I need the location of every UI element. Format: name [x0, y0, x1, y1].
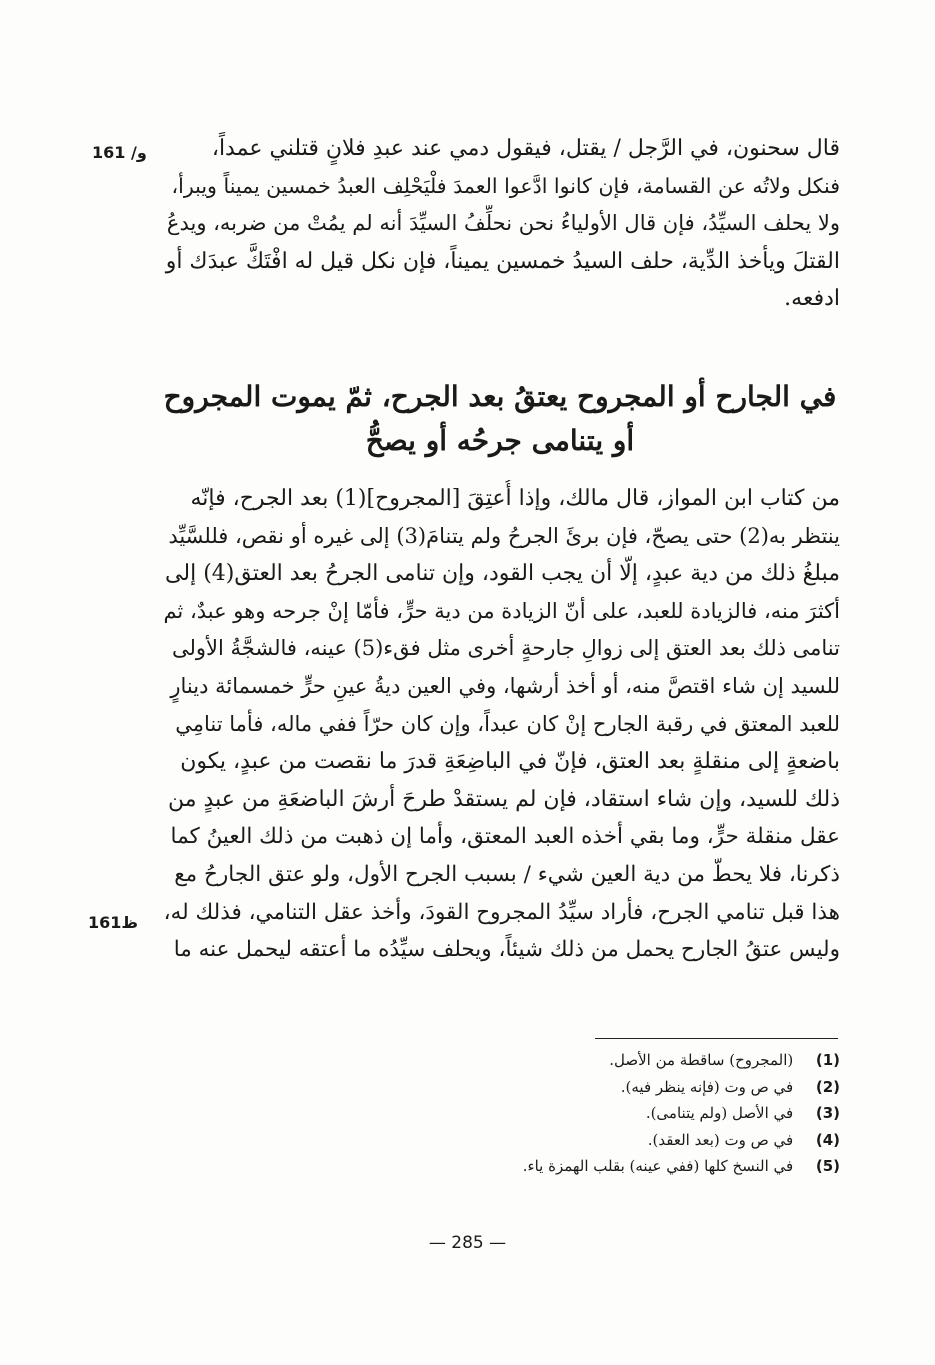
text-line: تنامى ذلك بعد العتق إلى زوالِ جارحةٍ أخرى مثل فقء(5) عينه، فالشجَّةُ الأولى — [172, 636, 840, 661]
footnote-number: (5) — [815, 1157, 840, 1175]
footnote — [400, 1074, 840, 1101]
text-line: ينتظر به(2) حتى يصحّ، فإن برئَ الجرحُ ولم يتنامَ(3) إلى غيره أو نقص، فللسَّيِّد — [168, 523, 840, 548]
text-line: ولا يحلف السيِّدُ، فإن قال الأولياءُ نحن نحلِّفُ السيِّدَ أنه لم يمُتْ من ضربه، ويدعُ — [166, 211, 840, 236]
footnote — [400, 1153, 840, 1180]
footnote-divider — [595, 1038, 838, 1039]
footnotes — [400, 1047, 840, 1180]
text-line: عقل منقلة حرٍّ، وما بقي أخذه العبد المعتق، وأما إن ذهبت من ذلك العينُ كما — [170, 824, 840, 850]
text-line: ادفعه. — [784, 286, 840, 312]
margin-folio-note: 161ظ — [88, 913, 139, 932]
footnote-text: في ص وت (فإنه ينظر فيه). — [620, 1077, 794, 1096]
text-line: مبلغُ ذلك من دية عبدٍ، إلّا أن يجب القود، وإن تنامى الجرحُ بعد العتق(4) إلى — [165, 561, 840, 587]
heading-line: أو يتنامى جرحُه أو يصحُّ — [365, 424, 635, 457]
footnote — [400, 1127, 840, 1154]
footnote — [400, 1100, 840, 1127]
heading-line: في الجارح أو المجروح يعتقُ بعد الجرح، ثمّ يموت المجروح — [163, 380, 837, 413]
text-line: من كتاب ابن المواز، قال مالك، وإذا أُعتِقَ [المجروح](1) بعد الجرح، فإنّه — [190, 486, 840, 511]
footnote — [400, 1047, 840, 1074]
footnote-number: (3) — [815, 1104, 840, 1122]
paragraph-sahnun — [160, 130, 840, 318]
footnote-number: (1) — [815, 1051, 840, 1069]
text-line: القتلَ ويأخذ الدِّية، حلف السيدُ خمسين يميناً، فإن نكل قيل له افْتَكَّ عبدَك أو — [165, 248, 840, 274]
footnote-text: (المجروح) ساقطة من الأصل. — [609, 1051, 794, 1069]
text-line: باضعةٍ إلى منقلةٍ بعد العتق، فإنّ في الباضِعَةِ قدرَ ما نقصت من عبدٍ، يكون — [180, 749, 840, 775]
text-line: ذكرنا، فلا يحطّ من دية العين شيء / بسبب الجرح الأول، ولو عتق الجارحُ مع — [174, 861, 840, 887]
text-line: أكثرَ منه، فالزيادة للعبد، على أنّ الزيادة من دية حرٍّ، فأمّا إنْ جرحه وهو عبدٌ، ثم — [163, 598, 840, 623]
text-line: هذا قبل تنامي الجرح، فأراد سيِّدُ المجروح القودَ، وأخذ عقل التنامي، فذلك له، — [163, 899, 840, 925]
footnote-number: (4) — [815, 1130, 840, 1149]
page-number: — 285 — — [428, 1233, 507, 1253]
footnote-text: في الأصل (ولم يتنامى). — [645, 1104, 794, 1122]
text-line: للسيد إن شاء اقتصَّ منه، أو أخذ أرشها، وفي العين ديةُ عينِ حرٍّ خمسمائة دينارٍ — [170, 673, 840, 698]
text-line: قال سحنون، في الرَّجل / يقتل، فيقول دمي عند عبدِ فلانٍ قتلني عمداً، — [211, 136, 840, 161]
text-line: للعبد المعتق في رقبة الجارح إنْ كان عبداً، وإن كان حرّاً ففي ماله، فأما تنامِي — [175, 711, 840, 736]
footnote-number: (2) — [815, 1077, 840, 1096]
text-line: ذلك للسيد، وإن شاء استقاد، فإن لم يستقدْ طرحَ أرشَ الباضعَةِ من عبدٍ من — [168, 786, 840, 812]
paragraph-ibn-al-mawwaz — [160, 480, 840, 969]
section-heading — [160, 375, 840, 463]
footnote-text: في ص وت (بعد العقد). — [647, 1130, 794, 1149]
text-line: فنكل ولاتُه عن القسامة، فإن كانوا ادَّعوا العمدَ فلْيَحْلِف العبدُ خمسين يميناً ويبرأ، — [171, 173, 840, 198]
text-line: وليس عتقُ الجارح يحمل من ذلك شيئاً، ويحلف سيِّدُه ما أعتقه ليحمل عنه ما — [173, 937, 840, 963]
footnote-text: في النسخ كلها (ففي عينه) بقلب الهمزة ياء. — [522, 1157, 794, 1175]
margin-folio-note: 161 /و — [92, 143, 147, 162]
